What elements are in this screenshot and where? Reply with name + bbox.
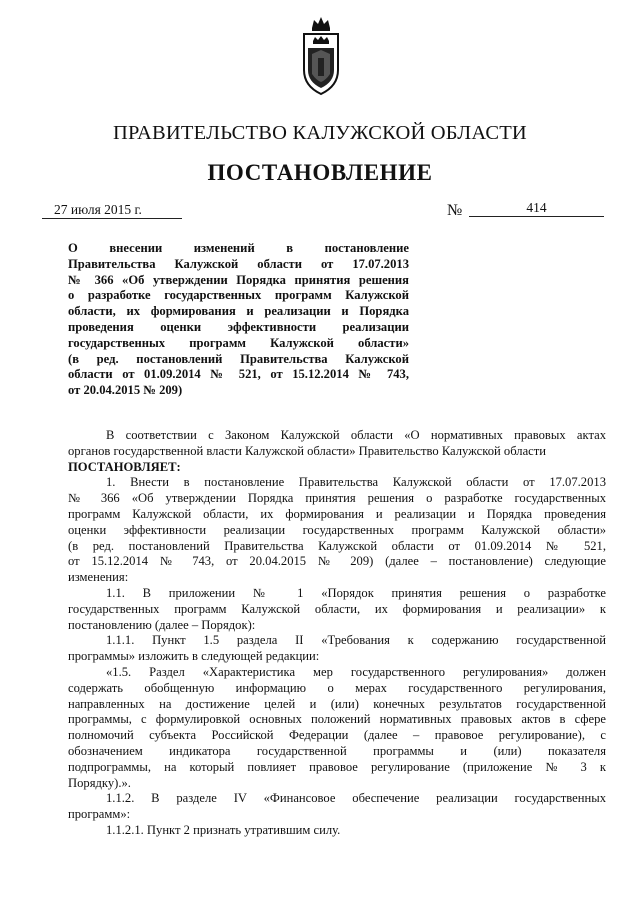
body-paragraph [68, 460, 606, 476]
body-line: № 366 «Об утверждении Порядка принятия решения о разработке государственных [68, 491, 606, 506]
subject-line: области, их формирования и реализации и Порядка [68, 304, 409, 319]
body-line: оценки эффективности реализации государственных программ Калужской области» [68, 522, 606, 537]
government-title: ПРАВИТЕЛЬСТВО КАЛУЖСКОЙ ОБЛАСТИ [113, 122, 527, 144]
body-line: направленных на достижение целей и (или) конечных результатов государственной [68, 696, 606, 711]
subject-line: государственных программ Калужской области» [68, 335, 409, 350]
subject-line: № 366 «Об утверждении Порядка принятия решения [68, 272, 409, 287]
body-line: 1.1.1. Пункт 1.5 раздела II «Требования к содержанию государственной [106, 633, 606, 648]
body-line: постановлению (далее – Порядок): [68, 617, 256, 632]
body-paragraph [68, 475, 606, 586]
body-line: программы, с формулировкой основных положений нормативных правовых актов в сфере [68, 712, 606, 727]
body-line: органов государственной власти Калужской области» Правительство Калужской области [68, 443, 547, 458]
body-line: (в ред. постановлений Правительства Калужской области от 01.09.2014 № 521, [68, 538, 606, 553]
body-paragraph [68, 791, 606, 823]
subject-line: от 20.04.2015 № 209) [68, 383, 183, 398]
body-line: подпрограммы, на который повлияет правовое регулирование (приложение № 3 к [68, 759, 606, 774]
body-line: В соответствии с Законом Калужской области «О нормативных правовых актах [106, 428, 606, 442]
subject-line: о разработке государственных программ Калужской [68, 288, 409, 303]
body-line: 1.1.2. В разделе IV «Финансовое обеспечение реализации государственных [106, 791, 606, 806]
body-paragraph [68, 633, 606, 665]
body-line: изменения: [68, 570, 129, 585]
body-line: 1. Внести в постановление Правительства Калужской области от 17.07.2013 [106, 475, 606, 490]
body-line: 1.1. В приложении № 1 «Порядок принятия решения о разработке [106, 585, 606, 600]
body-line: ПОСТАНОВЛЯЕТ: [68, 459, 181, 474]
subject-line: проведения оценки эффективности реализации [68, 319, 409, 334]
body-line: программы» изложить в следующей редакции: [68, 649, 320, 664]
body-line: 1.1.2.1. Пункт 2 признать утратившим силу. [106, 822, 341, 837]
body-line: полномочий субъекта Российской Федерации (далее – правовое регулирование), с [68, 728, 606, 743]
body-line: от 15.12.2014 № 743, от 20.04.2015 № 209) (далее – постановление) следующие [68, 554, 606, 569]
subject-line: области от 01.09.2014 № 521, от 15.12.2014 № 743, [68, 367, 409, 382]
body-line: содержать обобщенную информацию о мерах государственного регулирования, [68, 680, 606, 695]
body-line: государственных программ Калужской области, их формирования и реализации» к [68, 601, 606, 616]
subject-line: (в ред. постановлений Правительства Калужской [68, 351, 409, 366]
body-line: программ»: [68, 807, 131, 822]
body-paragraph [68, 823, 606, 839]
body-line: Порядку).». [68, 775, 131, 790]
body-paragraph [68, 665, 606, 791]
body-paragraph [68, 586, 606, 633]
document-type-title: ПОСТАНОВЛЕНИЕ [207, 160, 433, 185]
body-paragraph [68, 428, 606, 460]
document-subject [68, 241, 409, 399]
subject-line: Правительства Калужской области от 17.07.2013 [68, 256, 409, 271]
document-date: 27 июля 2015 г. [42, 201, 182, 219]
document-body [68, 428, 606, 839]
body-line: «1.5. Раздел «Характеристика мер государственного регулирования» должен [106, 664, 606, 679]
coat-of-arms-icon [298, 14, 344, 98]
document-number: 414 [469, 199, 604, 217]
subject-line: О внесении изменений в постановление [68, 241, 409, 255]
document-number-label: № [447, 202, 463, 219]
body-line: программ Калужской области, их формирования и реализации и Порядка проведения [68, 506, 606, 521]
body-line: обозначением индикатора государственной программы и (или) показателя [68, 743, 606, 758]
